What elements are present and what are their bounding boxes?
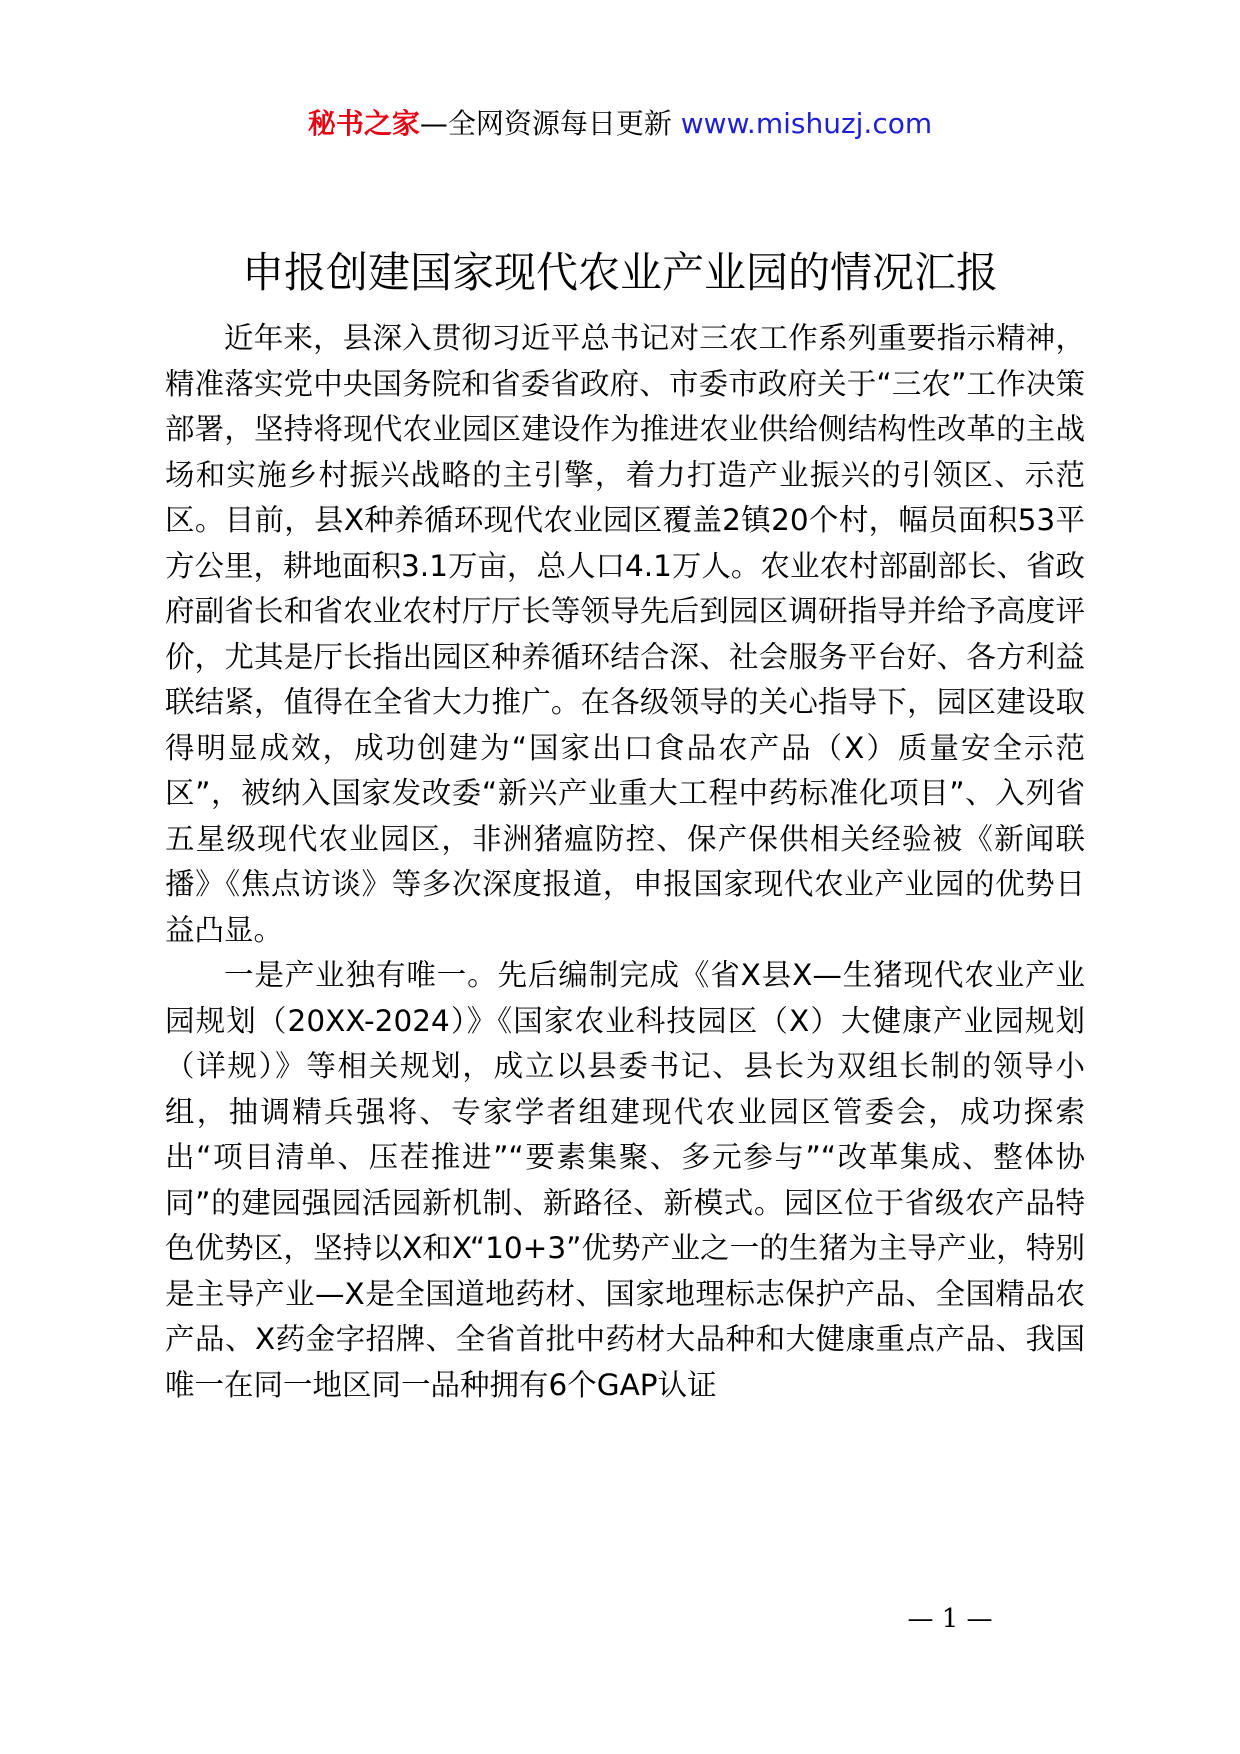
site-tagline: —全网资源每日更新 [419,107,681,140]
document-title: 申报创建国家现代农业产业园的情况汇报 [241,248,998,297]
page-number: — 1 — [907,1604,993,1634]
document-body [165,316,1085,1408]
paragraph: 近年来，县深入贯彻习近平总书记对三农工作系列重要指示精神，精准落实党中央国务院和省委省政府、市委市政府关于“三农”工作决策部署，坚持将现代农业园区建设作为推进农业供给侧结构性改革的主战场和实施乡村振兴战略的主引擎，着力打造产业振兴的引领区、示范区。目前，县X种养循环现代农业园区覆盖2镇20个村，幅员面积53平方公里，耕地面积3.1万亩，总人口4.1万人。农业农村部副部长、省政府副省长和省农业农村厅厅长等领导先后到园区调研指导并给予高度评价，尤其是厅长指出园区种养循环结合深、社会服务平台好、各方利益联结紧，值得在全省大力推广。在各级领导的关心指导下，园区建设取得明显成效，成功创建为“国家出口食品农产品（X）质量安全示范区”，被纳入国家发改委“新兴产业重大工程中药标准化项目”、入列省五星级现代农业园区，非洲猪瘟防控、保产保供相关经验被《新闻联播》《焦点访谈》等多次深度报道，申报国家现代农业产业园的优势日益凸显。 [165,321,1085,947]
site-header [0,104,1240,144]
paragraph: 一是产业独有唯一。先后编制完成《省X县X—生猪现代农业产业园规划（20XX-2024）》《国家农业科技园区（X）大健康产业园规划（详规）》等相关规划，成立以县委书记、县长为双组长制的领导小组，抽调精兵强将、专家学者组建现代农业园区管委会，成功探索出“项目清单、压茬推进”“要素集聚、多元参与”“改革集成、整体协同”的建园强园活园新机制、新路径、新模式。园区位于省级农产品特色优势区，坚持以X和X“10+3”优势产业之一的生猪为主导产业，特别是主导产业—X是全国道地药材、国家地理标志保护产品、全国精品农产品、X药金字招牌、全省首批中药材大品种和大健康重点产品、我国唯一在同一地区同一品种拥有6个GAP认证 [165,958,1085,1402]
site-brand: 秘书之家 [307,107,420,140]
site-url-link[interactable]: www.mishuzj.com [680,107,933,140]
